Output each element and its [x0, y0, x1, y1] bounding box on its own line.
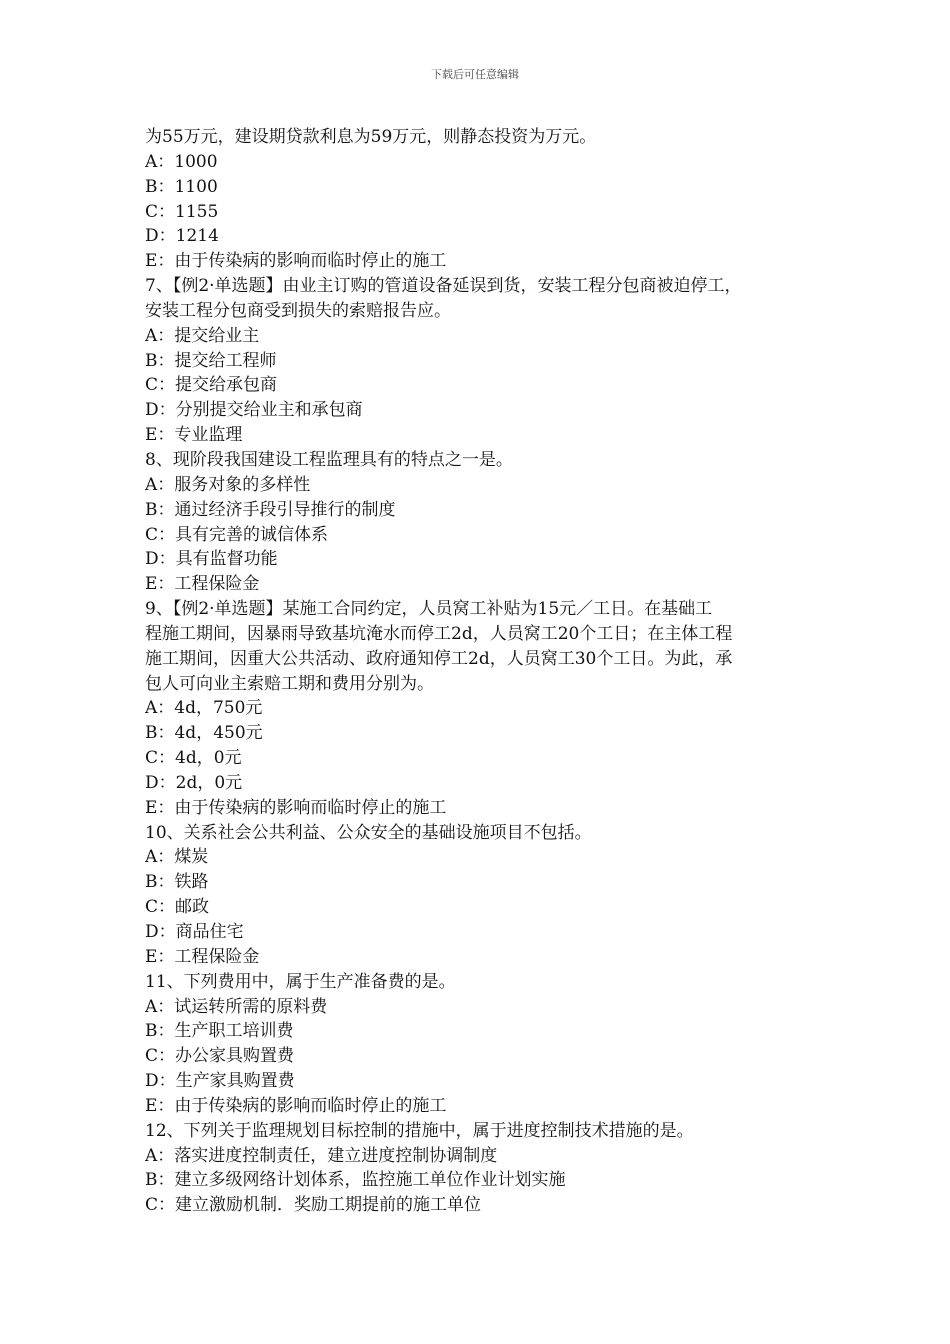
text-line: 9、【例2·单选题】某施工合同约定，人员窝工补贴为15元／工日。在基础工 — [145, 599, 713, 620]
text-line: 包人可向业主索赔工期和费用分别为。 — [145, 673, 434, 694]
text-line: B：1100 — [145, 176, 218, 197]
text-line: E：工程保险金 — [145, 574, 260, 595]
text-line: B：铁路 — [145, 872, 209, 893]
text-line: D：分别提交给业主和承包商 — [145, 400, 363, 421]
text-line: D：2d，0元 — [145, 772, 243, 793]
text-line: A：落实进度控制责任，建立进度控制协调制度 — [145, 1145, 498, 1166]
text-line: 7、【例2·单选题】由业主订购的管道设备延误到货，安装工程分包商被迫停工， — [145, 276, 742, 297]
text-line: A：煤炭 — [145, 847, 209, 868]
text-line: 安装工程分包商受到损失的索赔报告应。 — [145, 300, 451, 321]
text-line: 11、下列费用中，属于生产准备费的是。 — [145, 971, 456, 992]
text-line: B：建立多级网络计划体系，监控施工单位作业计划实施 — [145, 1170, 566, 1191]
text-line: E：由于传染病的影响而临时停止的施工 — [145, 1095, 447, 1116]
text-line: 为55万元，建设期贷款利息为59万元，则静态投资为万元。 — [145, 127, 597, 147]
text-line: C：具有完善的诚信体系 — [145, 524, 329, 545]
text-line: B：提交给工程师 — [145, 350, 277, 371]
text-line: A：1000 — [145, 151, 218, 172]
text-line: 施工期间，因重大公共活动、政府通知停工2d，人员窝工30个工日。为此，承 — [145, 648, 733, 669]
text-line: D：具有监督功能 — [145, 549, 278, 570]
document-body — [145, 125, 825, 1218]
text-line: E：工程保险金 — [145, 946, 260, 967]
text-line: C：4d，0元 — [145, 748, 242, 769]
text-line: 程施工期间，因暴雨导致基坑淹水而停工2d，人员窝工20个工日；在主体工程 — [145, 623, 733, 644]
text-line: 12、下列关于监理规划目标控制的措施中，属于进度控制技术措施的是。 — [145, 1120, 694, 1141]
text-line: C：办公家具购置费 — [145, 1046, 295, 1067]
page-header: 下载后可任意编辑 — [431, 68, 519, 81]
text-line: D：生产家具购置费 — [145, 1071, 295, 1092]
text-line: E：由于传染病的影响而临时停止的施工 — [145, 797, 447, 818]
text-line: C：邮政 — [145, 897, 210, 918]
text-line: B：通过经济手段引导推行的制度 — [145, 499, 396, 520]
text-line: A：试运转所需的原料费 — [145, 996, 328, 1017]
text-line: 8、现阶段我国建设工程监理具有的特点之一是。 — [145, 449, 513, 470]
text-line: E：由于传染病的影响而临时停止的施工 — [145, 251, 447, 272]
text-line: C：提交给承包商 — [145, 375, 278, 396]
text-line: C：1155 — [145, 201, 219, 222]
text-line: C：建立激励机制．奖励工期提前的施工单位 — [145, 1195, 482, 1216]
text-line: A：服务对象的多样性 — [145, 474, 311, 495]
text-line: 10、关系社会公共利益、公众安全的基础设施项目不包括。 — [145, 822, 592, 843]
text-line: D：商品住宅 — [145, 922, 244, 942]
text-line: D：1214 — [145, 226, 219, 247]
text-line: A：提交给业主 — [145, 325, 260, 346]
text-line: E：专业监理 — [145, 425, 243, 446]
text-line: B：4d，450元 — [145, 723, 263, 744]
text-line: A：4d，750元 — [145, 698, 263, 719]
text-line: B：生产职工培训费 — [145, 1021, 294, 1042]
